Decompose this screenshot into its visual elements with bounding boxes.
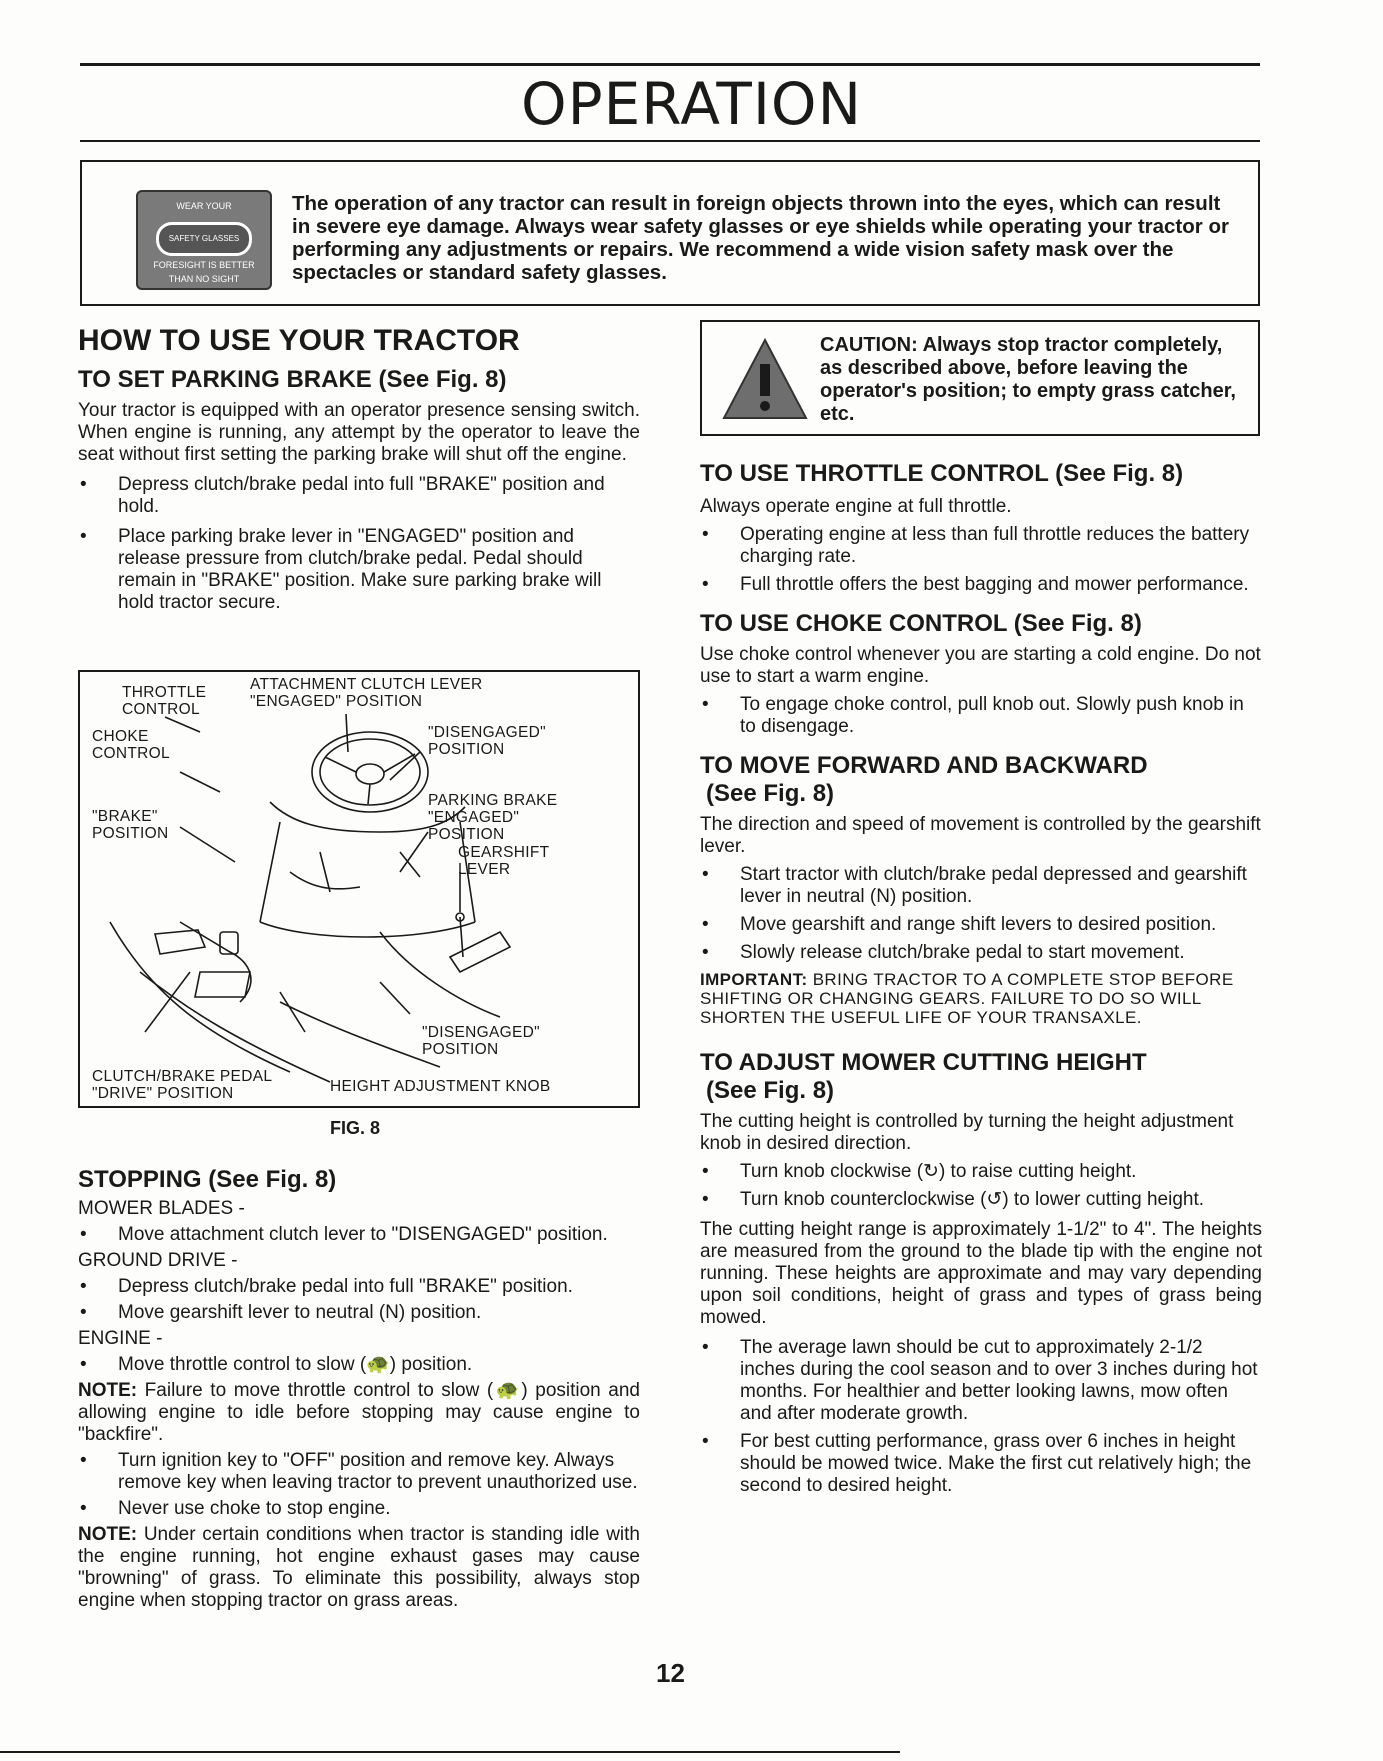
list-item: • Slowly release clutch/brake pedal to start movement. [702,942,1185,963]
list-item: • Move throttle control to slow (🐢) position. [80,1354,473,1375]
list-item: • The average lawn should be cut to approximately 2-1/2 inches during the cool season and to over 3 inches during hot months. For healthier and better looking lawns, mow often and after moderate growth. [702,1337,1258,1424]
forward-heading-ref: (See Fig. 8) [706,780,835,807]
stopping-heading: STOPPING (See Fig. 8) [78,1166,337,1193]
list-item: • Place parking brake lever in "ENGAGED" position and release pressure from clutch/brake pedal. Pedal should remain in "BRAKE" position. Make sure parking brake will hold tractor secure. [80,526,602,613]
stop-bullet-1: Turn ignition key to "OFF" position and remove key. Always remove key when leaving tractor to prevent unauthorized use. [118,1450,638,1493]
choke-intro: Use choke control whenever you are starting a cold engine. Do not use to start a warm engine. [700,644,1261,687]
note-2 [78,1524,640,1612]
caution-box [700,320,1260,436]
height-bullet-1: Turn knob clockwise (↻) to raise cutting height. [740,1161,1137,1182]
choke-heading: TO USE CHOKE CONTROL (See Fig. 8) [700,610,1142,637]
throttle-intro: Always operate engine at full throttle. [700,496,1012,517]
figure-caption: FIG. 8 [330,1118,381,1138]
forward-bullet-2: Move gearshift and range shift levers to desired position. [740,914,1217,935]
height-bullet-3: The average lawn should be cut to approximately 2-1/2 inches during the cool season and to over 3 inches during hot months. For healthier and better looking lawns, mow often and after moderate growth. [740,1337,1258,1424]
figure-8 [78,670,640,1108]
parking-bullet-2: Place parking brake lever in "ENGAGED" position and release pressure from clutch/brake pedal. Pedal should remain in "BRAKE" position. Make sure parking brake will hold tractor secure. [118,526,602,613]
important-note [700,970,1262,1027]
list-item: • Operating engine at less than full throttle reduces the battery charging rate. [702,524,1250,567]
important-label: IMPORTANT: [700,970,808,989]
mower-blades-label: MOWER BLADES - [78,1198,245,1219]
list-item: • Depress clutch/brake pedal into full "BRAKE" position. [80,1276,573,1297]
bottom-rule [0,1751,900,1753]
choke-bullet-1: To engage choke control, pull knob out. Slowly push knob in to disengage. [740,694,1244,737]
clutch-brake-pedal-label: CLUTCH/BRAKE PEDAL "DRIVE" POSITION [92,1068,272,1102]
ground-bullet-1: Depress clutch/brake pedal into full "BRAKE" position. [118,1276,573,1297]
icon-line-1: WEAR YOUR [176,201,232,211]
throttle-bullet-2: Full throttle offers the best bagging and mower performance. [740,574,1249,595]
list-item: • Start tractor with clutch/brake pedal depressed and gearshift lever in neutral (N) position. [702,864,1247,907]
safety-glasses-icon [136,190,272,290]
height-intro: The cutting height is controlled by turning the height adjustment knob in desired direction. [700,1111,1234,1154]
note-2-label: NOTE: [78,1524,138,1545]
list-item: • Move gearshift lever to neutral (N) position. [80,1302,482,1323]
attachment-clutch-label: ATTACHMENT CLUTCH LEVER "ENGAGED" POSITION [250,676,483,710]
parking-bullet-1: Depress clutch/brake pedal into full "BRAKE" position and hold. [118,474,605,517]
throttle-heading: TO USE THROTTLE CONTROL (See Fig. 8) [700,460,1184,487]
list-item: • Move gearshift and range shift levers to desired position. [702,914,1217,935]
height-heading: TO ADJUST MOWER CUTTING HEIGHT [700,1049,1147,1076]
parking-brake-label: PARKING BRAKE "ENGAGED" POSITION [428,792,558,843]
throttle-bullet-1: Operating engine at less than full throttle reduces the battery charging rate. [740,524,1250,567]
engine-label: ENGINE - [78,1328,163,1349]
list-item: • To engage choke control, pull knob out. Slowly push knob in to disengage. [702,694,1244,737]
list-item: • Turn knob clockwise (↻) to raise cutting height. [702,1161,1137,1182]
stopping-section [78,1166,640,1612]
title-underline [80,140,1260,142]
note-1-text: Failure to move throttle control to slow (🐢) position and allowing engine to idle before stopping may cause engine to "backfire". [78,1380,640,1445]
note-2-text: Under certain conditions when tractor is standing idle with the engine running, hot engine exhaust gases may cause "browning" of grass. To eliminate this possibility, always stop engine when stopping tractor on grass areas. [78,1524,640,1611]
height-bullet-2: Turn knob counterclockwise (↺) to lower cutting height. [740,1189,1205,1210]
height-paragraph: The cutting height range is approximately 1-1/2" to 4". The heights are measured from the ground to the blade tip with the engine not running. These heights are approximate and may vary depending upon soil conditions, height of grass and types of grass being mowed. [700,1219,1262,1328]
list-item: • Full throttle offers the best bagging and mower performance. [702,574,1249,595]
parking-intro: Your tractor is equipped with an operator presence sensing switch. When engine is running, any attempt by the operator to leave the seat without first setting the parking brake will shut off the engine. [78,400,640,465]
top-rule [80,63,1260,66]
list-item: • Move attachment clutch lever to "DISENGAGED" position. [80,1224,608,1245]
note-1-label: NOTE: [78,1380,138,1401]
height-adjustment-knob-label: HEIGHT ADJUSTMENT KNOB [330,1078,551,1095]
throttle-control-label: THROTTLE CONTROL [122,684,207,718]
right-column [700,460,1262,1497]
height-heading-ref: (See Fig. 8) [706,1077,835,1104]
icon-line-3: FORESIGHT IS BETTER [153,260,255,270]
section-heading: HOW TO USE YOUR TRACTOR [78,324,520,357]
list-item: • Depress clutch/brake pedal into full "BRAKE" position and hold. [80,474,605,517]
list-item: • Turn knob counterclockwise (↺) to lower cutting height. [702,1189,1205,1210]
forward-heading: TO MOVE FORWARD AND BACKWARD [700,752,1148,779]
left-column [78,324,640,614]
safety-glasses-warning [80,160,1260,306]
icon-line-4: THAN NO SIGHT [168,274,240,284]
ground-bullet-2: Move gearshift lever to neutral (N) position. [118,1302,482,1323]
caution-triangle-icon [720,336,810,422]
page-number: 12 [656,1658,685,1688]
disengaged-top-label: "DISENGAGED" POSITION [428,724,546,758]
ground-drive-label: GROUND DRIVE - [78,1250,238,1271]
engine-bullet: Move throttle control to slow (🐢) position. [118,1354,473,1375]
warning-text: The operation of any tractor can result in foreign objects thrown into the eyes, which can result in severe eye damage. Always wear safety glasses or eye shields while operating your tractor or performing any adjustments or repairs. We recommend a wide vision safety mask over the spectacles or standard safety glasses. [292,192,1229,284]
disengaged-bottom-label: "DISENGAGED" POSITION [422,1024,540,1058]
stop-bullet-2: Never use choke to stop engine. [118,1498,391,1519]
forward-bullet-3: Slowly release clutch/brake pedal to start movement. [740,942,1185,963]
icon-line-2: SAFETY GLASSES [156,222,252,256]
caution-text: CAUTION: Always stop tractor completely, as described above, before leaving the operator's position; to empty grass catcher, etc. [820,334,1236,425]
height-bullet-4: For best cutting performance, grass over 6 inches in height should be mowed twice. Make the first cut relatively high; the second to desired height. [740,1431,1252,1496]
page-title: OPERATION [521,70,862,138]
forward-bullet-1: Start tractor with clutch/brake pedal depressed and gearshift lever in neutral (N) position. [740,864,1247,907]
list-item: • For best cutting performance, grass over 6 inches in height should be mowed twice. Make the first cut relatively high; the second to desired height. [702,1431,1252,1496]
forward-intro: The direction and speed of movement is controlled by the gearshift lever. [700,814,1261,857]
mower-bullet: Move attachment clutch lever to "DISENGAGED" position. [118,1224,608,1245]
list-item: • Turn ignition key to "OFF" position and remove key. Always remove key when leaving tractor to prevent unauthorized use. [80,1450,638,1493]
parking-heading: TO SET PARKING BRAKE (See Fig. 8) [78,366,507,393]
brake-position-label: "BRAKE" POSITION [92,808,169,842]
choke-control-label: CHOKE CONTROL [92,728,170,762]
list-item: • Never use choke to stop engine. [80,1498,391,1519]
note-1 [78,1380,640,1446]
important-text: BRING TRACTOR TO A COMPLETE STOP BEFORE SHIFTING OR CHANGING GEARS. FAILURE TO DO SO WILL SHORTEN THE USEFUL LIFE OF YOUR TRANSAXLE. [700,970,1234,1027]
gearshift-lever-label: GEARSHIFT LEVER [458,844,550,878]
